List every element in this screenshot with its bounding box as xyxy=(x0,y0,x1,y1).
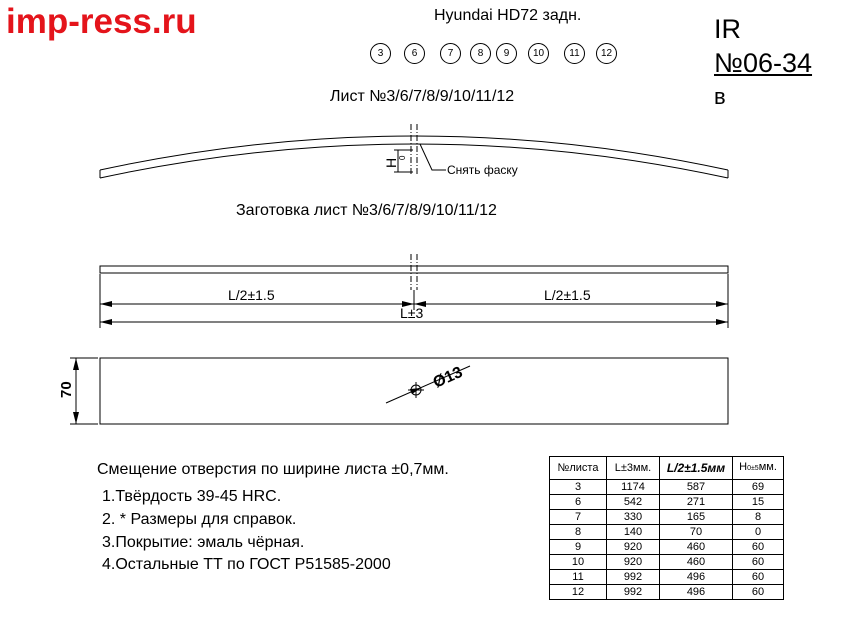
cell-half: 70 xyxy=(660,525,733,540)
cell-half: 165 xyxy=(660,510,733,525)
leaf-circle: 11 xyxy=(564,43,585,64)
cell-half: 271 xyxy=(660,495,733,510)
cell-h0: 0 xyxy=(733,525,784,540)
cell-length: 1174 xyxy=(607,480,660,495)
cell-h0: 60 xyxy=(733,555,784,570)
cell-length: 140 xyxy=(607,525,660,540)
code-variant: в xyxy=(714,84,726,109)
site-watermark: imp-ress.ru xyxy=(6,2,197,41)
cell-leaf: 9 xyxy=(550,540,607,555)
leaf-circle: 6 xyxy=(404,43,425,64)
col-length: L±3мм. xyxy=(607,457,660,480)
note-hole-offset: Смещение отверстия по ширине листа ±0,7мм. xyxy=(97,461,449,478)
width-label: 70 xyxy=(58,381,75,398)
blank-title: Заготовка лист №3/6/7/8/9/10/11/12 xyxy=(236,202,497,219)
cell-length: 992 xyxy=(607,585,660,600)
col-half-length: L/2±1.5мм xyxy=(660,457,733,480)
cell-h0: 69 xyxy=(733,480,784,495)
col-h0-sub: 0±5 xyxy=(747,465,759,472)
cell-leaf: 7 xyxy=(550,510,607,525)
leaf-circle: 10 xyxy=(528,43,549,64)
table-row xyxy=(550,555,784,570)
code-number: №06-34 xyxy=(714,48,813,78)
cell-length: 542 xyxy=(607,495,660,510)
col-h0 xyxy=(733,457,784,480)
leaf-circle: 7 xyxy=(440,43,461,64)
table-row xyxy=(550,525,784,540)
table-row xyxy=(550,495,784,510)
cell-leaf: 3 xyxy=(550,480,607,495)
note-coating: 3.Покрытие: эмаль чёрная. xyxy=(102,534,305,551)
code-ir: IR xyxy=(714,14,741,44)
leaf-circle: 3 xyxy=(370,43,391,64)
cell-length: 992 xyxy=(607,570,660,585)
col-leaf-number: №листа xyxy=(550,457,607,480)
cell-half: 460 xyxy=(660,540,733,555)
col-h0-main: H xyxy=(739,461,748,473)
leaf-title: Лист №3/6/7/8/9/10/11/12 xyxy=(330,88,515,105)
chamfer-label: Снять фаску xyxy=(447,163,518,177)
table-header-row xyxy=(550,457,784,480)
cell-h0: 8 xyxy=(733,510,784,525)
model-title: Hyundai HD72 задн. xyxy=(434,7,582,24)
cell-leaf: 8 xyxy=(550,525,607,540)
hole-diameter-label: Ø13 xyxy=(430,363,466,392)
cell-length: 920 xyxy=(607,555,660,570)
cell-half: 587 xyxy=(660,480,733,495)
note-gost: 4.Остальные ТТ по ГОСТ Р51585-2000 xyxy=(102,556,391,573)
leaf-circle: 12 xyxy=(596,43,617,64)
h0-sub-label: 0 xyxy=(398,155,407,160)
cell-length: 330 xyxy=(607,510,660,525)
cell-h0: 60 xyxy=(733,570,784,585)
table-row xyxy=(550,540,784,555)
blank-plan-view xyxy=(70,358,728,424)
full-length-label: L±3 xyxy=(400,305,424,321)
cell-length: 920 xyxy=(607,540,660,555)
cell-half: 496 xyxy=(660,570,733,585)
table-row xyxy=(550,585,784,600)
cell-h0: 15 xyxy=(733,495,784,510)
leaf-circle: 9 xyxy=(496,43,517,64)
cell-h0: 60 xyxy=(733,540,784,555)
cell-h0: 60 xyxy=(733,585,784,600)
table-row xyxy=(550,570,784,585)
cell-leaf: 11 xyxy=(550,570,607,585)
half-length-right-label: L/2±1.5 xyxy=(544,287,591,303)
leaf-spec-table xyxy=(549,456,784,600)
half-length-left-label: L/2±1.5 xyxy=(228,287,275,303)
cell-leaf: 10 xyxy=(550,555,607,570)
cell-leaf: 12 xyxy=(550,585,607,600)
table-row xyxy=(550,480,784,495)
cell-half: 460 xyxy=(660,555,733,570)
h0-label: H xyxy=(383,157,399,168)
cell-half: 496 xyxy=(660,585,733,600)
cell-leaf: 6 xyxy=(550,495,607,510)
note-hardness: 1.Твёрдость 39-45 HRC. xyxy=(102,488,282,505)
table-row xyxy=(550,510,784,525)
col-h0-unit: мм. xyxy=(758,461,777,473)
note-reference-sizes: 2. * Размеры для справок. xyxy=(102,511,297,528)
leaf-circle: 8 xyxy=(470,43,491,64)
leaf-side-view xyxy=(100,124,728,178)
